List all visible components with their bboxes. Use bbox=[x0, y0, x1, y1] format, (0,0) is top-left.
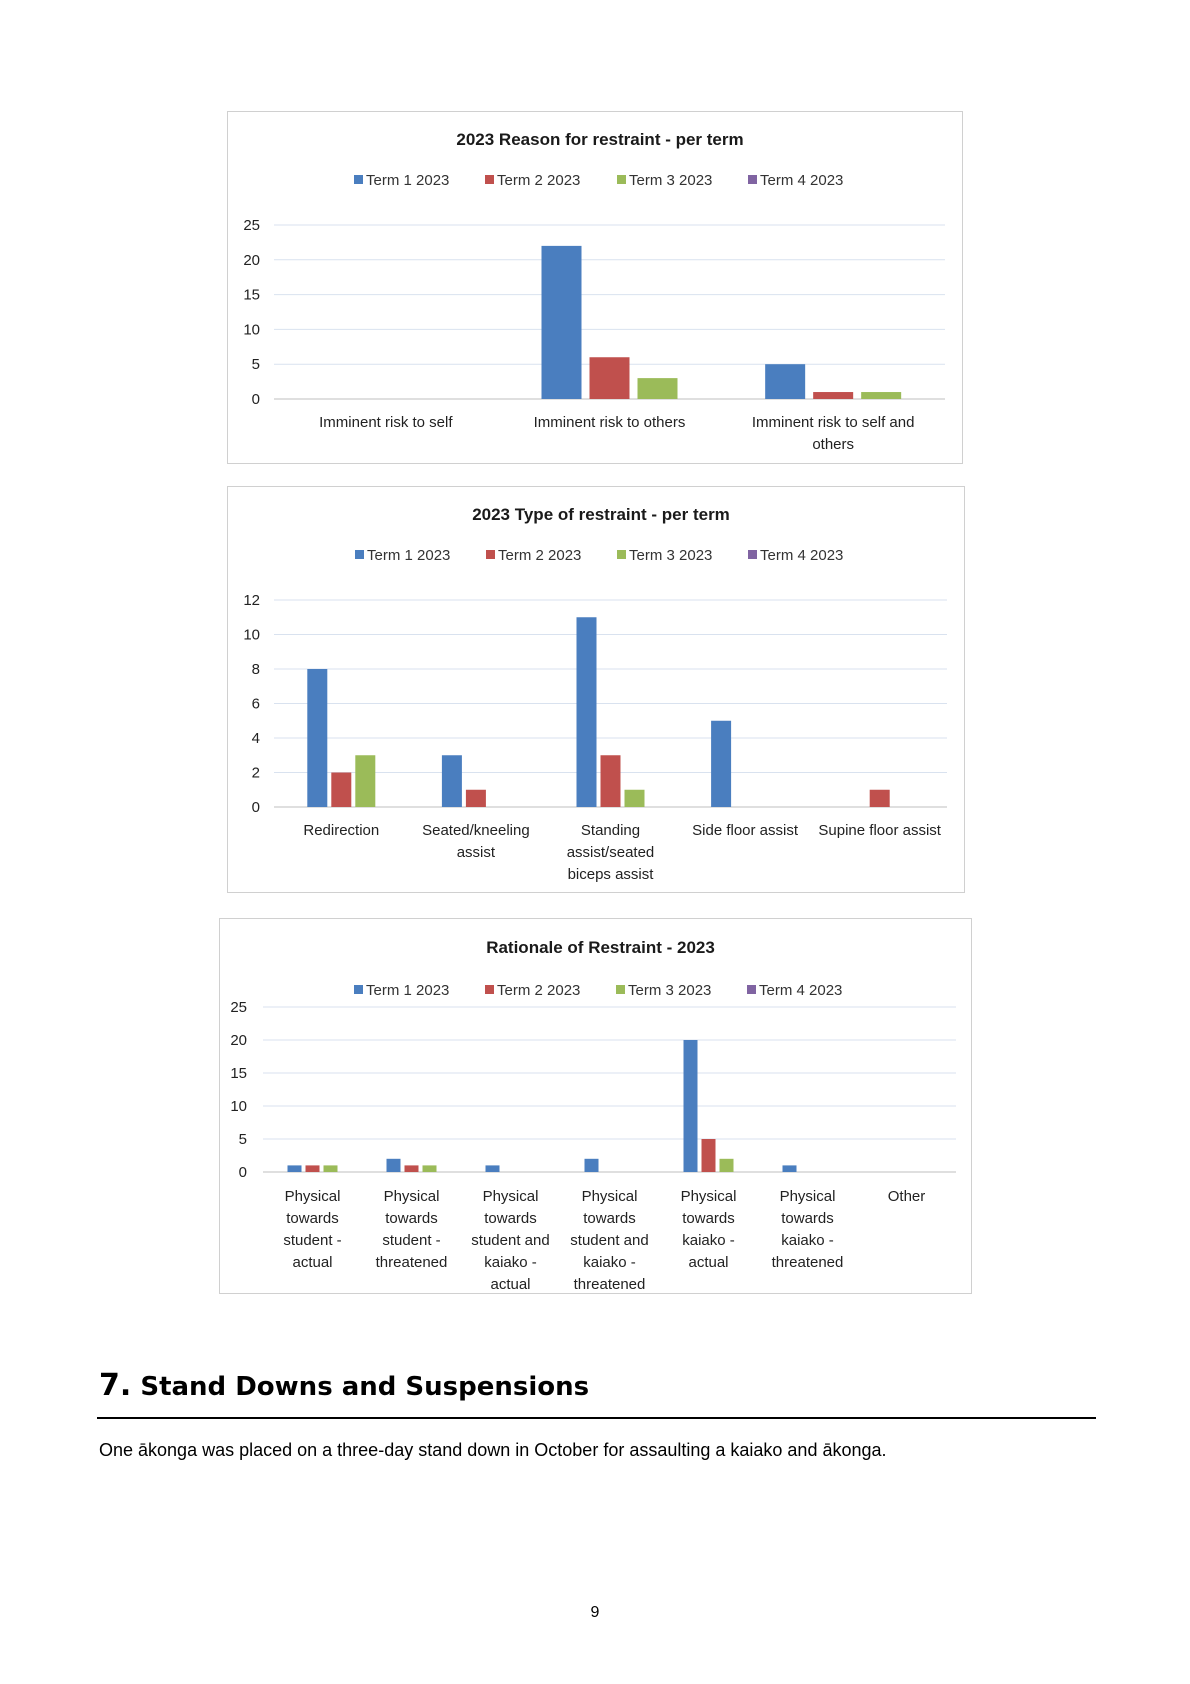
section-title: Stand Downs and Suspensions bbox=[140, 1372, 590, 1402]
y-tick-label: 5 bbox=[251, 356, 260, 374]
legend-label-term-2-2023: Term 2 2023 bbox=[497, 172, 581, 189]
bar-term-3-2023-imminent-risk-to-self-and-others bbox=[861, 392, 901, 399]
bar-term-1-2023-physical-towards-student-and-kaiako-actual bbox=[486, 1165, 500, 1172]
category-label: Other bbox=[887, 1188, 926, 1205]
legend-swatch-term-2-2023 bbox=[485, 985, 494, 994]
category-label: Physical towards student and kaiako -threatened bbox=[570, 1188, 649, 1293]
legend-swatch-term-3-2023 bbox=[617, 175, 626, 184]
bar-term-1-2023-physical-towards-kaiako-threatened bbox=[783, 1165, 797, 1172]
legend-label-term-3-2023: Term 3 2023 bbox=[628, 982, 712, 999]
chart-svg bbox=[228, 487, 966, 894]
legend-label-term-2-2023: Term 2 2023 bbox=[497, 982, 581, 999]
y-tick-label: 0 bbox=[238, 1164, 247, 1181]
legend-swatch-term-3-2023 bbox=[617, 550, 626, 559]
y-tick-label: 10 bbox=[243, 321, 260, 339]
y-tick-label: 20 bbox=[243, 251, 260, 269]
page-number: 9 bbox=[590, 1604, 600, 1621]
legend-label-term-4-2023: Term 4 2023 bbox=[759, 982, 843, 999]
bar-term-2-2023-physical-towards-student-actual bbox=[306, 1165, 320, 1172]
y-tick-label: 4 bbox=[251, 730, 260, 747]
bar-term-3-2023-physical-towards-kaiako-actual bbox=[720, 1159, 734, 1172]
chart-title: 2023 Type of restraint - per term bbox=[472, 505, 730, 524]
legend-swatch-term-2-2023 bbox=[486, 550, 495, 559]
bar-term-2-2023-imminent-risk-to-self-and-others bbox=[813, 392, 853, 399]
legend-label-term-1-2023: Term 1 2023 bbox=[366, 982, 450, 999]
bar-term-2-2023-supine-floor-assist bbox=[870, 790, 890, 807]
bar-term-2-2023-redirection bbox=[331, 773, 351, 808]
bar-term-1-2023-physical-towards-student-actual bbox=[288, 1165, 302, 1172]
y-tick-label: 10 bbox=[230, 1098, 247, 1115]
y-tick-label: 25 bbox=[230, 999, 247, 1016]
y-tick-label: 20 bbox=[230, 1032, 247, 1049]
y-tick-label: 12 bbox=[243, 592, 260, 609]
bar-term-3-2023-imminent-risk-to-others bbox=[638, 378, 678, 399]
bar-term-1-2023-physical-towards-kaiako-actual bbox=[684, 1040, 698, 1172]
chart-rationale-of-restraint bbox=[219, 918, 972, 1294]
legend-swatch-term-2-2023 bbox=[485, 175, 494, 184]
bar-term-2-2023-physical-towards-kaiako-actual bbox=[702, 1139, 716, 1172]
bar-term-1-2023-standing-assist-seated-biceps-assist bbox=[577, 617, 597, 807]
y-tick-label: 6 bbox=[251, 695, 260, 713]
category-label: Physical towards student and kaiako -actual bbox=[471, 1188, 550, 1293]
chart-type-of-restraint bbox=[227, 486, 965, 893]
legend-swatch-term-1-2023 bbox=[354, 175, 363, 184]
category-label: Physical towards kaiako -threatened bbox=[771, 1188, 844, 1271]
y-tick-label: 2 bbox=[251, 764, 260, 782]
bar-term-2-2023-physical-towards-student-threatened bbox=[405, 1165, 419, 1172]
bar-term-2-2023-seated-kneeling-assist bbox=[466, 790, 486, 807]
category-label: Redirection bbox=[303, 822, 380, 839]
chart-svg bbox=[220, 919, 973, 1295]
legend-label-term-4-2023: Term 4 2023 bbox=[760, 172, 844, 189]
chart-svg bbox=[228, 112, 964, 465]
bar-term-1-2023-physical-towards-student-and-kaiako-threatened bbox=[585, 1159, 599, 1172]
section-divider bbox=[97, 1417, 1096, 1419]
y-tick-label: 15 bbox=[230, 1065, 247, 1082]
bar-term-1-2023-redirection bbox=[307, 669, 327, 807]
bar-term-3-2023-physical-towards-student-actual bbox=[324, 1165, 338, 1172]
category-label: Supine floor assist bbox=[818, 822, 941, 839]
category-label: Imminent risk to self and others bbox=[751, 414, 915, 453]
bar-term-2-2023-standing-assist-seated-biceps-assist bbox=[601, 755, 621, 807]
bar-term-3-2023-physical-towards-student-threatened bbox=[423, 1165, 437, 1172]
category-label: Physical towards kaiako -actual bbox=[680, 1188, 737, 1271]
category-label: Standing assist/seated biceps assist bbox=[566, 822, 655, 883]
category-label: Imminent risk to others bbox=[533, 414, 686, 431]
chart-title: Rationale of Restraint - 2023 bbox=[486, 938, 715, 957]
legend-label-term-4-2023: Term 4 2023 bbox=[760, 547, 844, 564]
section-number: 7. bbox=[99, 1368, 132, 1403]
chart-title: 2023 Reason for restraint - per term bbox=[456, 130, 744, 149]
bar-term-3-2023-standing-assist-seated-biceps-assist bbox=[625, 790, 645, 807]
legend-label-term-3-2023: Term 3 2023 bbox=[629, 172, 713, 189]
section-body-text: One ākonga was placed on a three-day stand down in October for assaulting a kaiako and ākonga. bbox=[99, 1440, 887, 1460]
y-tick-label: 25 bbox=[243, 217, 260, 234]
bar-term-3-2023-redirection bbox=[355, 755, 375, 807]
legend-label-term-2-2023: Term 2 2023 bbox=[498, 547, 582, 564]
category-label: Physical towards student -threatened bbox=[375, 1188, 448, 1271]
bar-term-1-2023-side-floor-assist bbox=[711, 721, 731, 807]
y-tick-label: 10 bbox=[243, 626, 260, 644]
category-label: Side floor assist bbox=[692, 822, 799, 839]
category-label: Seated/kneeling assist bbox=[422, 822, 530, 861]
y-tick-label: 8 bbox=[251, 661, 260, 678]
bar-term-1-2023-seated-kneeling-assist bbox=[442, 755, 462, 807]
legend-swatch-term-1-2023 bbox=[354, 985, 363, 994]
legend-label-term-1-2023: Term 1 2023 bbox=[366, 172, 450, 189]
chart-reason-for-restraint bbox=[227, 111, 963, 464]
category-label: Imminent risk to self bbox=[319, 414, 453, 431]
legend-swatch-term-4-2023 bbox=[747, 985, 756, 994]
legend-swatch-term-1-2023 bbox=[355, 550, 364, 559]
y-tick-label: 0 bbox=[251, 799, 260, 816]
legend-label-term-1-2023: Term 1 2023 bbox=[367, 547, 451, 564]
legend-swatch-term-4-2023 bbox=[748, 175, 757, 184]
bar-term-1-2023-physical-towards-student-threatened bbox=[387, 1159, 401, 1172]
section-heading bbox=[99, 1368, 589, 1403]
legend-swatch-term-4-2023 bbox=[748, 550, 757, 559]
category-label: Physical towards student -actual bbox=[283, 1188, 342, 1271]
y-tick-label: 15 bbox=[243, 286, 260, 304]
legend-swatch-term-3-2023 bbox=[616, 985, 625, 994]
y-tick-label: 0 bbox=[251, 391, 260, 408]
legend-label-term-3-2023: Term 3 2023 bbox=[629, 547, 713, 564]
y-tick-label: 5 bbox=[238, 1131, 247, 1148]
bar-term-1-2023-imminent-risk-to-others bbox=[542, 246, 582, 399]
bar-term-2-2023-imminent-risk-to-others bbox=[590, 357, 630, 399]
bar-term-1-2023-imminent-risk-to-self-and-others bbox=[765, 364, 805, 399]
